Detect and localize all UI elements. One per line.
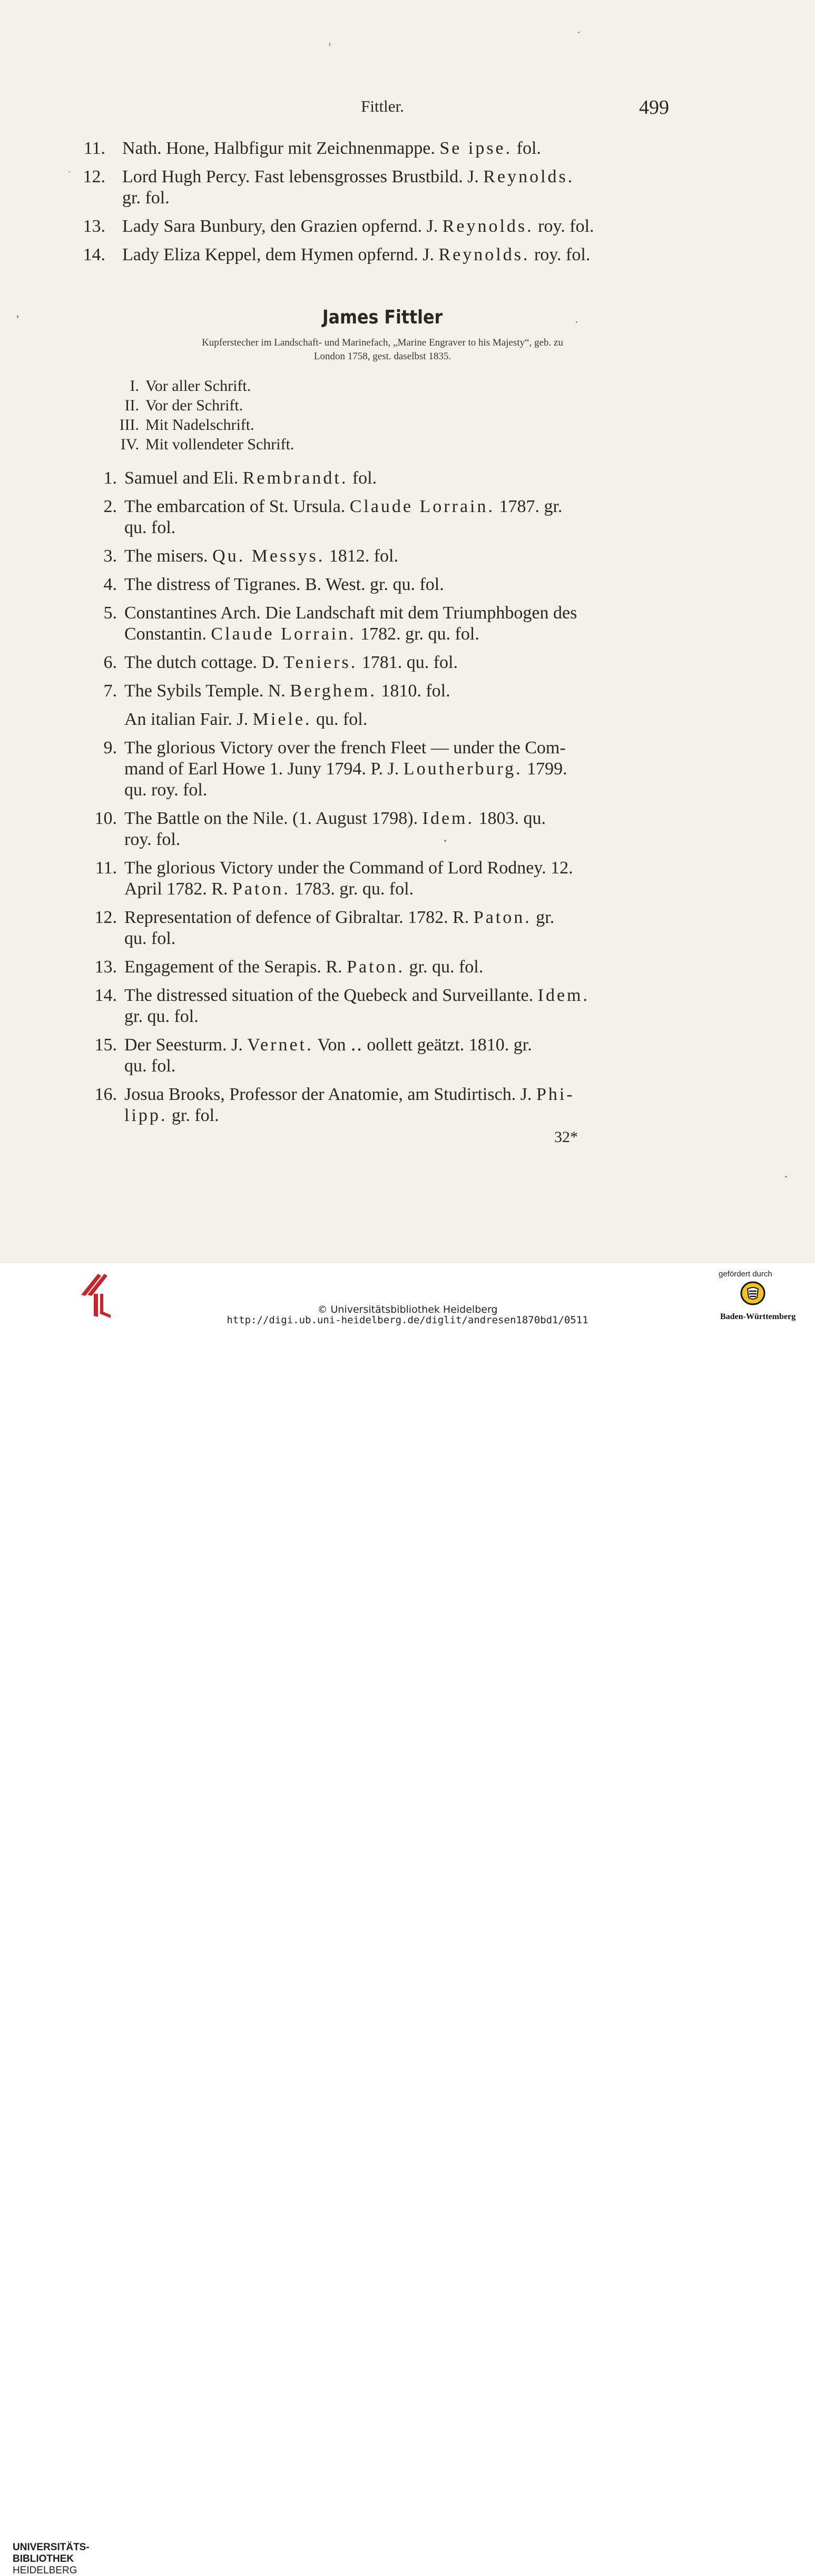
running-head: Fittler. bbox=[361, 97, 404, 115]
entry-artist: Vernet. bbox=[247, 1035, 313, 1055]
entry-line-2 bbox=[124, 879, 414, 900]
entry-line-2-tail: 1799. bbox=[522, 759, 567, 779]
entry-artist: Reynolds. bbox=[438, 245, 530, 264]
entry-line-2 bbox=[124, 624, 479, 645]
entry-number: 5. bbox=[103, 603, 117, 623]
entry-text bbox=[124, 808, 546, 829]
library-name-line-3: HEIDELBERG bbox=[13, 2565, 77, 2576]
entry-tail: 1803. qu. bbox=[474, 809, 546, 828]
entry-text bbox=[124, 1035, 532, 1056]
state-item bbox=[112, 397, 243, 415]
entry-artist: Loutherburg. bbox=[403, 759, 523, 779]
entry-artist: Claude Lorrain. bbox=[349, 497, 495, 516]
state-numeral: IV. bbox=[120, 436, 139, 453]
entry-number: 3. bbox=[103, 546, 117, 566]
entry-line-2: gr. qu. fol. bbox=[124, 1007, 199, 1026]
entry-artist: lipp. bbox=[124, 1106, 168, 1125]
entry-title: Lady Sara Bunbury, den Grazien opfernd. J. bbox=[122, 217, 443, 236]
entry-number: 15. bbox=[94, 1035, 117, 1055]
entry-text bbox=[122, 216, 594, 237]
permalink-link[interactable]: http://digi.ub.uni-heidelberg.de/diglit/andresen1870bd1/0511 bbox=[227, 1314, 588, 1326]
entry-text bbox=[124, 957, 483, 978]
entry-line-3: qu. roy. fol. bbox=[124, 780, 208, 800]
entry-line-2-text: April 1782. R. bbox=[124, 879, 232, 899]
state-numeral: I. bbox=[130, 377, 139, 395]
entry-title: Lady Eliza Keppel, dem Hymen opfernd. J. bbox=[122, 245, 439, 264]
entry-tail: Von ‥ oollett geätzt. 1810. gr. bbox=[313, 1035, 532, 1055]
entry-text bbox=[122, 244, 590, 266]
entry-tail: gr. qu. fol. bbox=[405, 957, 484, 977]
scan-speck bbox=[444, 840, 446, 842]
page-number: 499 bbox=[639, 96, 669, 119]
scan-speck bbox=[329, 42, 330, 46]
entry-text bbox=[124, 709, 367, 730]
entry-number: 2. bbox=[103, 497, 117, 516]
entry-text bbox=[124, 1084, 575, 1105]
scan-speck bbox=[17, 315, 18, 318]
entry-title: Representation of defence of Gibraltar. 1782. R. bbox=[124, 908, 474, 927]
entry-artist: Reynolds. bbox=[483, 167, 575, 186]
state-numeral: II. bbox=[124, 397, 139, 414]
entry-title: The distressed situation of the Quebeck and Surveillante. bbox=[124, 986, 538, 1005]
bio-line-2: London 1758, gest. daselbst 1835. bbox=[313, 351, 451, 362]
entry-text bbox=[124, 468, 377, 489]
entry-tail: fol. bbox=[512, 139, 541, 158]
entry-title: Lord Hugh Percy. Fast lebensgrosses Brustbild. J. bbox=[122, 167, 484, 186]
entry-line-2-tail: 1782. gr. qu. fol. bbox=[356, 624, 479, 644]
entry-line-2-tail: 1783. gr. qu. fol. bbox=[290, 879, 414, 899]
entry-artist: Reynolds. bbox=[442, 217, 534, 236]
entry-text bbox=[122, 138, 541, 159]
entry-number: 10. bbox=[94, 809, 117, 828]
state-text: Vor der Schrift. bbox=[145, 397, 243, 414]
state-item bbox=[112, 377, 251, 395]
entry-artist: Se ipse. bbox=[439, 139, 513, 158]
entry-tail: roy. fol. bbox=[533, 217, 594, 236]
entry-line-2 bbox=[124, 1105, 219, 1126]
entry-tail: gr. bbox=[531, 908, 555, 927]
entry-line-2: gr. fol. bbox=[122, 188, 170, 208]
entry-artist: Idem. bbox=[422, 809, 474, 828]
entry-text bbox=[122, 166, 574, 188]
entry-number: 11. bbox=[83, 139, 105, 158]
bio-line-1: Kupferstecher im Landschaft- und Marinefach, „Marine Engraver to his Majesty“, geb. zu bbox=[202, 337, 563, 348]
entry-line-2-text: mand of Earl Howe 1. Juny 1794. P. J. bbox=[124, 759, 404, 779]
entry-text bbox=[124, 681, 450, 702]
sponsor-name: Baden-Württemberg bbox=[720, 1312, 796, 1321]
entry-text bbox=[124, 603, 577, 624]
scan-speck bbox=[68, 171, 70, 172]
entry-title: The embarcation of St. Ursula. bbox=[124, 497, 350, 516]
scanned-page bbox=[0, 0, 815, 1263]
entry-title: Josua Brooks, Professor der Anatomie, am Studirtisch. J. bbox=[124, 1085, 536, 1104]
entry-text bbox=[124, 907, 554, 928]
entry-number: 14. bbox=[83, 245, 105, 264]
library-name-line-2: BIBLIOTHEK bbox=[13, 2553, 74, 2564]
signature-mark: 32* bbox=[554, 1128, 578, 1146]
sponsor-label: gefördert durch bbox=[719, 1270, 772, 1279]
entry-artist: Claude Lorrain. bbox=[211, 624, 356, 644]
entry-title: The misers. bbox=[124, 546, 213, 566]
entry-title: The distress of Tigranes. B. West. gr. qu. fol. bbox=[124, 575, 444, 594]
entry-line-2: qu. fol. bbox=[124, 518, 176, 537]
state-text: Mit vollendeter Schrift. bbox=[145, 436, 294, 453]
entry-artist: Rembrandt. bbox=[242, 468, 348, 488]
entry-title: The dutch cottage. D. bbox=[124, 653, 284, 672]
entry-number: 1. bbox=[103, 468, 117, 488]
entry-number: 9. bbox=[103, 738, 117, 758]
entry-artist: Teniers. bbox=[283, 653, 358, 672]
entry-artist: Paton. bbox=[473, 908, 532, 927]
entry-tail: 1812. fol. bbox=[325, 546, 398, 566]
entry-number: 13. bbox=[83, 217, 105, 236]
state-item bbox=[112, 416, 254, 434]
entry-number: 4. bbox=[103, 575, 117, 594]
entry-title: Constantines Arch. Die Landschaft mit dem Triumphbogen des bbox=[124, 603, 577, 623]
entry-line-2 bbox=[124, 759, 567, 780]
entry-number: 14. bbox=[94, 986, 117, 1005]
entry-tail: fol. bbox=[348, 468, 377, 488]
entry-artist: Phi- bbox=[536, 1085, 575, 1104]
entry-tail: roy. fol. bbox=[529, 245, 591, 264]
scan-speck bbox=[785, 1176, 787, 1177]
entry-title: Samuel and Eli. bbox=[124, 468, 243, 488]
entry-number: 16. bbox=[94, 1085, 117, 1104]
entry-text bbox=[124, 496, 562, 517]
entry-title: The glorious Victory under the Command of Lord Rodney. 12. bbox=[124, 858, 573, 878]
entry-title: The Battle on the Nile. (1. August 1798). bbox=[124, 809, 423, 828]
entry-text bbox=[124, 574, 444, 595]
entry-title: The glorious Victory over the french Fleet — under the Com- bbox=[124, 738, 566, 758]
entry-artist: Berghem. bbox=[290, 681, 377, 701]
entry-line-2-text: Constantin. bbox=[124, 624, 211, 644]
library-name-line-1: UNIVERSITÄTS- bbox=[13, 2542, 90, 2553]
state-coat-of-arms-icon bbox=[740, 1281, 765, 1306]
entry-title: The Sybils Temple. N. bbox=[124, 681, 290, 701]
entry-line-2-tail: gr. fol. bbox=[167, 1106, 219, 1125]
entry-artist: Paton. bbox=[232, 879, 290, 899]
entry-artist: Qu. Messys. bbox=[212, 546, 325, 566]
entry-artist: Paton. bbox=[347, 957, 405, 977]
entry-line-2: qu. fol. bbox=[124, 929, 176, 948]
entry-number: 13. bbox=[94, 957, 117, 977]
entry-title: Der Seesturm. J. bbox=[124, 1035, 248, 1055]
entry-artist: Idem. bbox=[537, 986, 590, 1005]
section-heading: James Fittler bbox=[322, 307, 443, 328]
entry-number: 12. bbox=[94, 908, 117, 927]
entry-text bbox=[124, 546, 398, 567]
copyright-notice: © Universitätsbibliothek Heidelberg bbox=[317, 1304, 498, 1315]
scan-speck bbox=[578, 32, 580, 33]
state-numeral: III. bbox=[119, 416, 139, 434]
entry-artist: Miele. bbox=[252, 710, 312, 729]
entry-number: 6. bbox=[103, 653, 117, 672]
entry-title: Nath. Hone, Halbfigur mit Zeichnenmappe. bbox=[122, 139, 440, 158]
entry-text bbox=[124, 985, 590, 1006]
state-text: Vor aller Schrift. bbox=[145, 377, 251, 395]
entry-number: 11. bbox=[95, 858, 117, 878]
entry-number: 12. bbox=[83, 167, 105, 186]
entry-title: Engagement of the Serapis. R. bbox=[124, 957, 347, 977]
entry-line-2: roy. fol. bbox=[124, 830, 181, 849]
entry-number: 7. bbox=[103, 681, 117, 701]
state-item bbox=[112, 436, 294, 454]
entry-text bbox=[124, 858, 573, 879]
entry-text bbox=[124, 738, 566, 759]
entry-text bbox=[124, 652, 458, 673]
entry-line-2: qu. fol. bbox=[124, 1056, 176, 1076]
state-text: Mit Nadelschrift. bbox=[145, 416, 254, 434]
entry-tail: 1787. gr. bbox=[494, 497, 563, 516]
entry-tail: qu. fol. bbox=[311, 710, 368, 729]
entry-tail: 1781. qu. fol. bbox=[357, 653, 458, 672]
scan-speck bbox=[576, 321, 577, 323]
entry-tail: 1810. fol. bbox=[376, 681, 450, 701]
entry-title: An italian Fair. J. bbox=[124, 710, 253, 729]
